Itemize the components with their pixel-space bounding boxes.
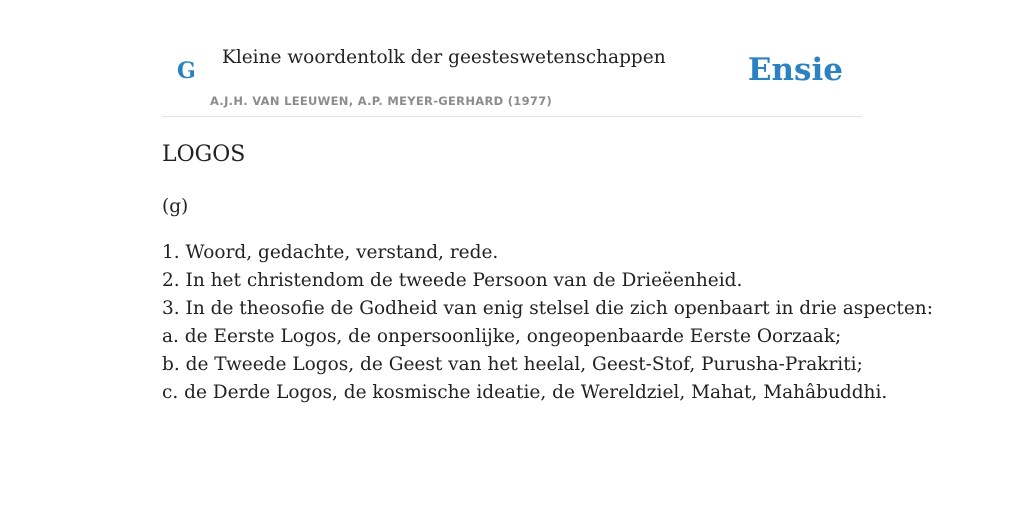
definition-line: b. de Tweede Logos, de Geest van het heelal, Geest-Stof, Purusha-Prakriti; (162, 354, 863, 375)
definition-line: 2. In het christendom de tweede Persoon van de Drieëenheid. (162, 270, 743, 291)
definition-line: a. de Eerste Logos, de onpersoonlijke, ongeopenbaarde Eerste Oorzaak; (162, 326, 842, 347)
ensie-logo[interactable]: Ensie (747, 52, 843, 88)
definition-line: c. de Derde Logos, de kosmische ideatie, de Wereldziel, Mahat, Mahâbuddhi. (162, 382, 888, 403)
book-authors: A.J.H. VAN LEEUWEN, A.P. MEYER-GERHARD (1977) (210, 94, 553, 108)
entry-marker: (g) (162, 196, 189, 217)
book-title-link[interactable]: Kleine woordentolk der geesteswetenschappen (222, 47, 666, 68)
definition-list (162, 239, 933, 407)
category-badge: G (177, 58, 196, 84)
entry-title: LOGOS (162, 142, 246, 167)
definition-line: 1. Woord, gedachte, verstand, rede. (162, 242, 499, 263)
definition-line: 3. In de theosofie de Godheid van enig stelsel die zich openbaart in drie aspecten: (162, 298, 933, 319)
source-header (162, 0, 862, 117)
